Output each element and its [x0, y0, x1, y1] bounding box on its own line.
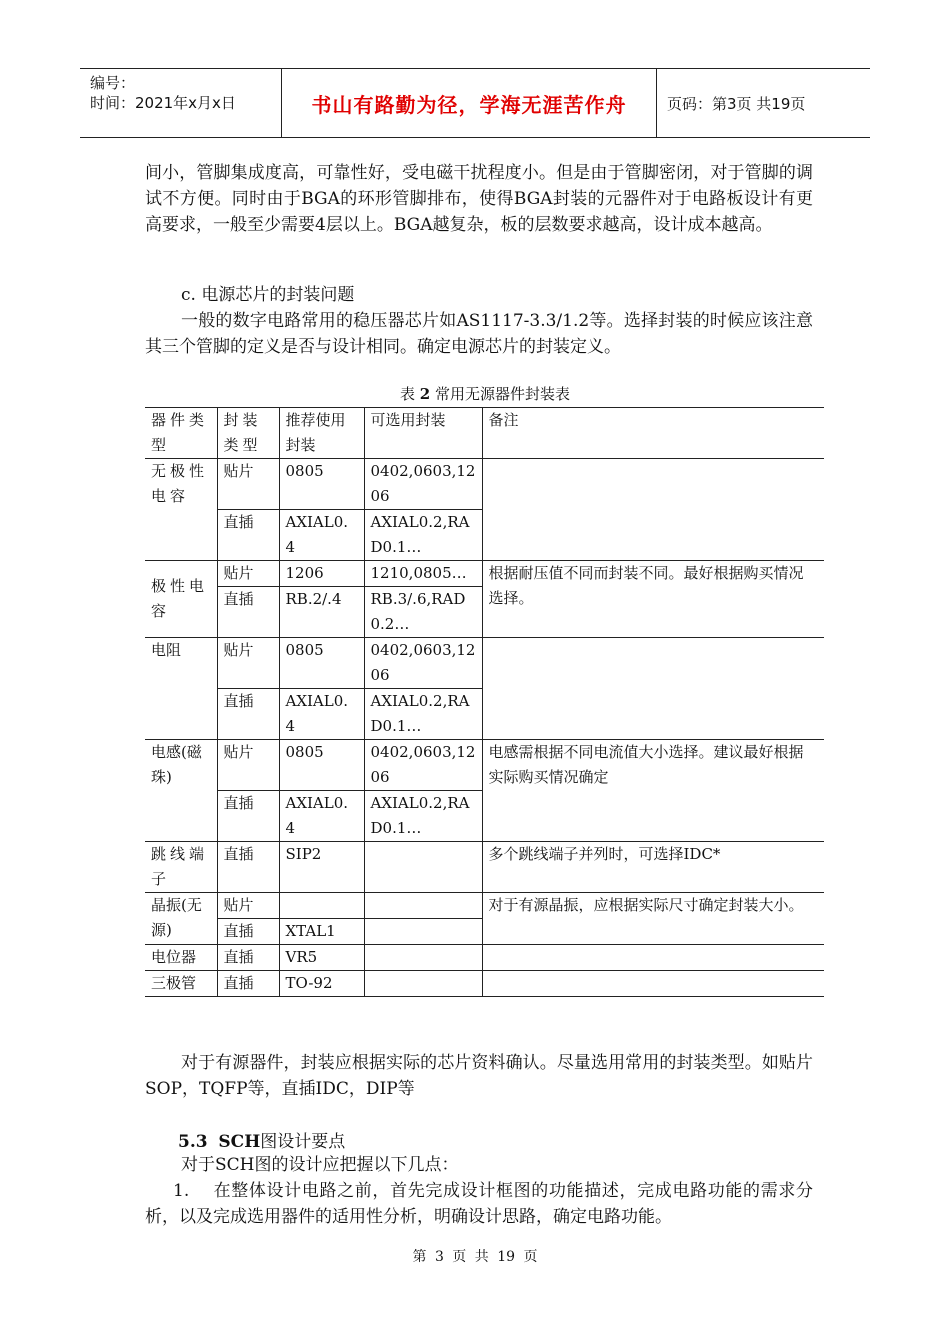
cell-recommended — [279, 893, 364, 919]
table-row — [145, 740, 824, 791]
cell-recommended: SIP2 — [279, 842, 364, 893]
table-row — [145, 945, 824, 971]
header-recommended: 推荐使用封装 — [279, 408, 364, 459]
package-table — [145, 407, 824, 997]
cell-mount: 贴片 — [217, 893, 279, 919]
cell-recommended: XTAL1 — [279, 919, 364, 945]
cell-recommended: 0805 — [279, 638, 364, 689]
cell-note — [482, 638, 824, 740]
cell-optional: 0402,0603,1206 — [364, 638, 482, 689]
section-title-rest: 图设计要点 — [260, 1132, 346, 1152]
section-number: 5.3 — [178, 1132, 208, 1152]
cell-mount: 直插 — [217, 971, 279, 997]
cell-optional: AXIAL0.2,RAD0.1… — [364, 510, 482, 561]
header-motto: 书山有路勤为径，学海无涯苦作舟 — [282, 69, 657, 137]
cell-device: 极性电容 — [145, 561, 217, 638]
cell-note — [482, 945, 824, 971]
section-intro: 对于SCH图的设计应把握以下几点： — [181, 1155, 459, 1175]
table-row — [145, 971, 824, 997]
header-meta — [80, 69, 282, 137]
cell-mount: 贴片 — [217, 638, 279, 689]
header-page-info: 页码：第3页 共19页 — [667, 94, 806, 113]
intro-paragraph: 间小，管脚集成度高，可靠性好，受电磁干扰程度小。但是由于管脚密闭，对于管脚的调试不方便。同时由于BGA的环形管脚排布，使得BGA封装的元器件对于电路板设计有更高要求，一般至少需要4层以上。BGA越复杂，板的层数要求越高，设计成本越高。 — [145, 163, 813, 235]
cell-note: 多个跳线端子并列时，可选择IDC* — [482, 842, 824, 893]
table-row — [145, 842, 824, 893]
cell-recommended: 1206 — [279, 561, 364, 587]
cell-optional — [364, 945, 482, 971]
cell-device: 跳线端子 — [145, 842, 217, 893]
cell-mount: 贴片 — [217, 561, 279, 587]
cell-recommended: 0805 — [279, 740, 364, 791]
header-optional: 可选用封装 — [364, 408, 482, 459]
section-c-text: 一般的数字电路常用的稳压器芯片如AS1117-3.3/1.2等。选择封装的时候应该注意其三个管脚的定义是否与设计相同。确定电源芯片的封装定义。 — [145, 311, 813, 357]
cell-mount: 直插 — [217, 919, 279, 945]
cell-optional — [364, 971, 482, 997]
cell-note: 电感需根据不同电流值大小选择。建议最好根据实际购买情况确定 — [482, 740, 824, 842]
cell-recommended: AXIAL0.4 — [279, 689, 364, 740]
caption-number: 2 — [419, 385, 431, 403]
page-header — [80, 68, 870, 138]
section-heading — [178, 1127, 345, 1152]
cell-device: 晶振(无源) — [145, 893, 217, 945]
table-row — [145, 459, 824, 510]
cell-recommended: TO-92 — [279, 971, 364, 997]
cell-mount: 贴片 — [217, 740, 279, 791]
header-note: 备注 — [482, 408, 824, 459]
caption-prefix: 表 — [399, 385, 415, 403]
cell-recommended: 0805 — [279, 459, 364, 510]
after-table-paragraph: 对于有源器件，封装应根据实际的芯片资料确认。尽量选用常用的封装类型。如贴片SOP，TQFP等，直插IDC，DIP等 — [145, 1053, 813, 1099]
header-mount-type: 封装类型 — [217, 408, 279, 459]
cell-recommended: VR5 — [279, 945, 364, 971]
table-row — [145, 561, 824, 587]
cell-note — [482, 459, 824, 561]
cell-recommended: AXIAL0.4 — [279, 791, 364, 842]
cell-mount: 直插 — [217, 791, 279, 842]
cell-mount: 直插 — [217, 842, 279, 893]
number-label: 编号： — [90, 74, 136, 92]
cell-mount: 直插 — [217, 587, 279, 638]
table-header-row — [145, 408, 824, 459]
list-item-1: 1. 在整体设计电路之前，首先完成设计框图的功能描述，完成电路功能的需求分析，以及完成选用器件的适用性分析，明确设计思路，确定电路功能。 — [145, 1181, 813, 1227]
table-caption — [145, 383, 825, 404]
cell-optional: AXIAL0.2,RAD0.1… — [364, 791, 482, 842]
cell-optional: 0402,0603,1206 — [364, 740, 482, 791]
cell-recommended: RB.2/.4 — [279, 587, 364, 638]
table-row — [145, 638, 824, 689]
cell-optional — [364, 919, 482, 945]
cell-recommended: AXIAL0.4 — [279, 510, 364, 561]
cell-optional — [364, 842, 482, 893]
cell-device: 电感(磁珠) — [145, 740, 217, 842]
cell-note: 对于有源晶振，应根据实际尺寸确定封装大小。 — [482, 893, 824, 945]
cell-device: 无极性电容 — [145, 459, 217, 561]
cell-device: 三极管 — [145, 971, 217, 997]
header-device-type: 器件类型 — [145, 408, 217, 459]
cell-optional: 0402,0603,1206 — [364, 459, 482, 510]
cell-device: 电位器 — [145, 945, 217, 971]
date-line: 时间：2021年x月x日 — [90, 94, 236, 112]
cell-mount: 贴片 — [217, 459, 279, 510]
section-title-bold: SCH — [218, 1132, 261, 1152]
caption-text: 常用无源器件封装表 — [435, 385, 571, 403]
cell-device: 电阻 — [145, 638, 217, 740]
cell-mount: 直插 — [217, 510, 279, 561]
section-c-title: c. 电源芯片的封装问题 — [181, 285, 355, 305]
cell-note: 根据耐压值不同而封装不同。最好根据购买情况选择。 — [482, 561, 824, 638]
cell-optional: AXIAL0.2,RAD0.1… — [364, 689, 482, 740]
page-footer: 第 3 页 共 19 页 — [412, 1249, 538, 1265]
cell-optional — [364, 893, 482, 919]
table-row — [145, 893, 824, 919]
cell-mount: 直插 — [217, 945, 279, 971]
cell-optional: 1210,0805… — [364, 561, 482, 587]
cell-mount: 直插 — [217, 689, 279, 740]
cell-note — [482, 971, 824, 997]
cell-optional: RB.3/.6,RAD0.2… — [364, 587, 482, 638]
